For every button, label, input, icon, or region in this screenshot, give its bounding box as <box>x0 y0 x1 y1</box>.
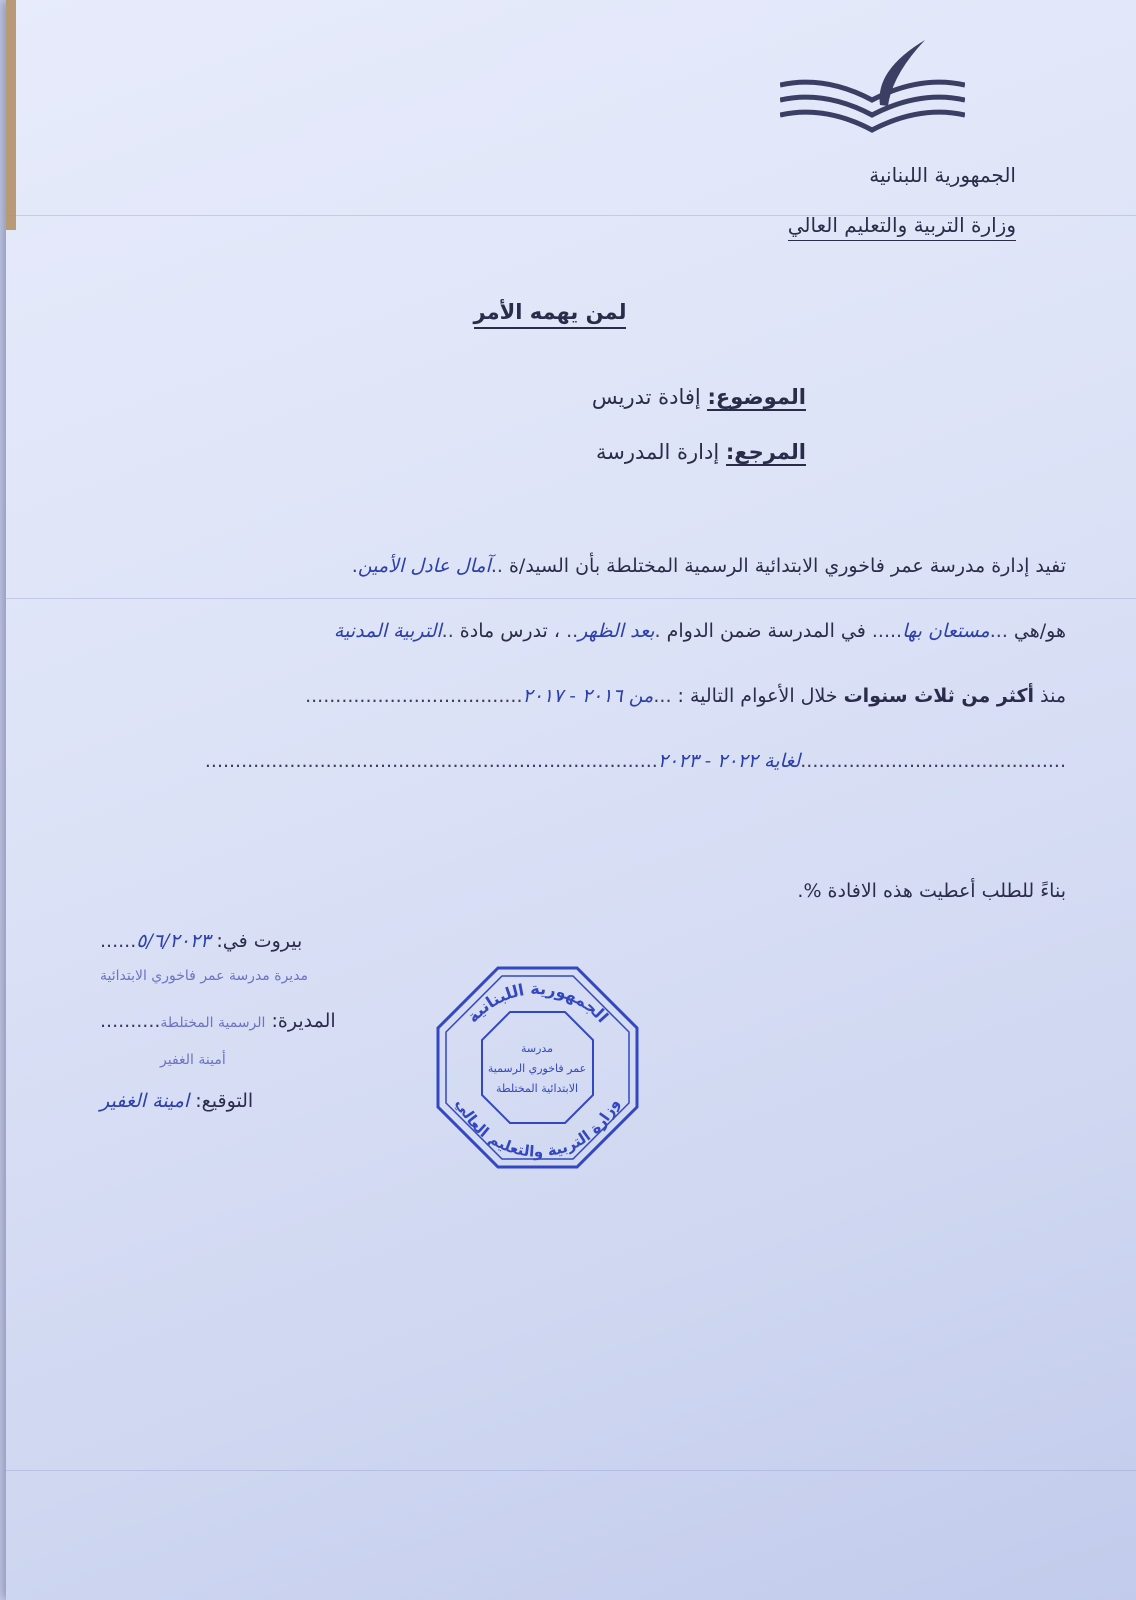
reference-line <box>596 440 806 464</box>
republic-title: الجمهورية اللبنانية <box>869 163 1016 187</box>
stamp-outer-top: الجمهورية اللبنانية <box>463 979 613 1027</box>
subject-label: الموضوع: <box>707 385 806 409</box>
svg-text:الجمهورية اللبنانية <box>463 979 612 1026</box>
teaching-subject: التربية المدنية <box>333 620 442 642</box>
stamp-inner-3: الابتدائية المختلطة <box>495 1082 579 1095</box>
signature-line: التوقيع: امينة الغفير <box>100 1090 254 1112</box>
body-line-4: ............................................لغاية ٢٠٢٢ - ٢٠٢٣........................................................................... <box>204 750 1066 772</box>
shift: بعد الظهر <box>578 620 655 642</box>
director-line: المديرة: الرسمية المختلطة.......... <box>100 1010 336 1032</box>
stamp-outer-bottom: وزارة التربية والتعليم العالي <box>452 1095 623 1161</box>
reference-value: إدارة المدرسة <box>595 440 720 464</box>
letterhead <box>716 150 1016 250</box>
document-heading: لمن يهمه الأمر <box>300 300 800 324</box>
body-line-3: منذ أكثر من ثلاث سنوات خلال الأعوام التالية : ...من ٢٠١٦ - ٢٠١٧.................................... <box>305 685 1066 707</box>
school-printed-stamp: مديرة مدرسة عمر فاخوري الابتدائية <box>100 968 309 984</box>
svg-text:وزارة التربية والتعليم العالي <box>452 1096 623 1161</box>
date-line: بيروت في: ٥/٦/٢٠٢٣...... <box>100 930 303 952</box>
years-until: لغاية ٢٠٢٢ - ٢٠٢٣ <box>657 750 801 772</box>
ministry-logo-icon <box>780 40 965 140</box>
official-stamp <box>430 960 645 1175</box>
date-value: ٥/٦/٢٠٢٣ <box>136 930 211 952</box>
employment-status: مستعان بها <box>902 620 990 642</box>
body-line-1: تفيد إدارة مدرسة عمر فاخوري الابتدائية الرسمية المختلطة بأن السيد/ة ..آمال عادل الأمين. <box>351 555 1066 577</box>
ministry-title: وزارة التربية والتعليم العالي <box>788 210 1016 241</box>
body-line-2: هو/هي ...مستعان بها..... في المدرسة ضمن الدوام .بعد الظهر.. ، تدرس مادة ..التربية المدنية <box>333 620 1066 642</box>
signature-value: امينة الغفير <box>100 1090 190 1112</box>
subject-value: إفادة تدريس <box>591 385 701 409</box>
years-from: من ٢٠١٦ - ٢٠١٧ <box>522 685 654 707</box>
subject-line <box>592 385 806 409</box>
director-name: أمينة الغفير <box>160 1052 226 1068</box>
stamp-inner-1: مدرسة <box>520 1042 554 1055</box>
closing-line: بناءً للطلب أعطيت هذه الافادة %. <box>797 880 1066 902</box>
paper-crease <box>6 598 1136 599</box>
stamp-inner-2: عمر فاخوري الرسمية <box>487 1062 587 1075</box>
paper-edge <box>6 0 16 230</box>
paper-crease <box>6 1470 1136 1471</box>
director-school: الرسمية المختلطة <box>160 1015 266 1031</box>
reference-label: المرجع: <box>725 440 806 464</box>
teacher-name: آمال عادل الأمين <box>357 555 491 577</box>
